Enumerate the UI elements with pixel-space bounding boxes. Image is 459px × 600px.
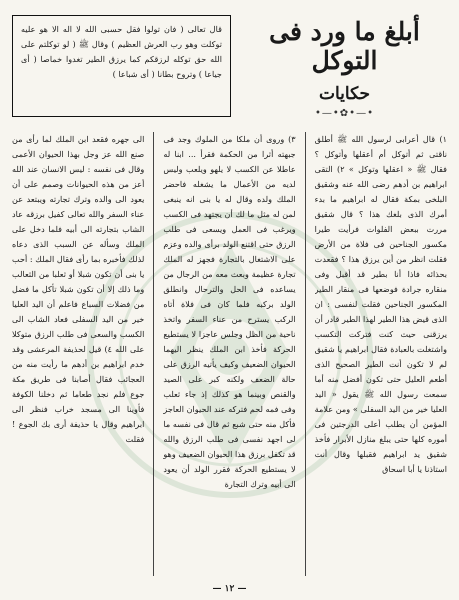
column-middle-text: ٣) وروى أن ملكا من الملوك وجد فى جبهته أثرا من الحكمة فقرأ ... ابنا له عاطلا عن الكسب لا يلهو ويلعب وليس لديه من الأعمال ما يشغله فاحضر الملك ولده وقال له يا بنى انه ينبغى لمن له مثل ما لك أن يجتهد فى الكسب ويرغب فى العمل ويسعى فى طلب الرزق حتى اقتنع الولد برأى والده وعزم على الاشتغال بالتجارة فجهز له الملك تجارة عظيمة وبعث معه من الرجال من يساعده فى الحل والترحال وانطلق الولد بركبه فلما كان فى فلاة أتاه الركب يسترح من عناء السفر واتخذ ناحية من الظل وجلس عاجزا لا يستطيع الحركة فأخذ ابن الملك ينظر اليهما الحيوان الضعيف وكيف يأتيه الرزق على حالة الضعف ولكنه كبر على الصيد والقنص وبينما هو كذلك إذ جاء ثعلب وفى فمه لحم فتركه عند الحيوان العاجز فأكل منه حتى شبع ثم قال فى نفسه ما لى اجهد نفسى فى طلب الرزق والله قد تكفل برزق هذا الحيوان الضعيف وهو لا يستطيع الحركة فقرر الولد أن يعود الى أبيه وترك التجارة (163, 134, 296, 489)
column-middle (163, 132, 295, 576)
column-left-text: الى جهره فقعد ابن الملك لما رأى من صنع الله عز وجل بهذا الحيوان الأعمى وقال فى نفسه : ليس الانسان عند الله أعز من هذه الحيوانات وصمم على أن يعود الى والده وترك تجارته ويبتعد عن عناء السفر والله تعالى كفيل برزقه عاد الشاب بتجارته الى أبيه فلما دخل على الملك وسأله عن السبب الذى دعاه لذلك فأخبره بما رأى فقال الملك : أحب يا بنى أن تكون شبلا أو ثعلبا من الثعالب وما ذلك إلا أن تكون شبلا تأكل ما فضل من فضلات السباع فاعلم أن اليد العليا خير من اليد السفلى فعاد الشاب الى الكسب والسعى فى طلب الرزق متوكلا على الله ٤) قيل لحذيفة المرعشى وقد خدم ابراهيم بن أدهم ما رأيت منه من العجائب فقال أصابنا فى طريق مكة جوع فلم نجد طعاما ثم دخلنا الكوفة فأوينا الى مسجد خراب فنظر الى ابراهيم وقال يا حذيفة أرى بك الجوع ! فقلت (12, 134, 145, 444)
page-number: — ١٢ — (212, 584, 247, 594)
column-divider (305, 132, 306, 576)
page-header (12, 10, 447, 128)
column-divider (153, 132, 154, 576)
column-left (12, 132, 144, 576)
column-right-text: ١) قال أعرابى لرسول الله ﷺ أطلق ناقتى ثم أتوكل أم أعقلها وأتوكل ؟ فقال ﷺ « اعقلها وتوكل » ٢) التقى ابراهيم بن أدهم رضى الله عنه وشقيق البلخى بمكة فقال له ابراهيم ما بدء أمرك الذى بلغك هذا ؟ قال شقيق مررت ببعض الفلوات فرأيت طيرا مكسور الجناحين فى فلاة من الأرض فقلت انظر من أين يرزق هذا ؟ فقعدت بحذائه فاذا أنا بطير قد أقبل وفى منقاره جرادة فوضعها فى منقار الطير المكسور الجناحين فقلت لنفسى : ان الذى قيض هذا الطير لهذا الطير قادر أن يرزقنى حيث كنت فتركت التكسب واشتغلت بالعبادة فقال ابراهيم يا شقيق لم لا تكون أنت الطير الصحيح الذى أطعم العليل حتى تكون أفضل منه أما سمعت رسول الله ﷺ يقول « اليد العليا خير من اليد السفلى » ومن علامة المؤمن أن يطلب أعلى الدرجتين فى أموره كلها حتى يبلغ منازل الأبرار فأخذ شقيق يد ابراهيم فقبلها وقال أنت استاذنا يا أبا اسحاق (314, 134, 447, 474)
page-title: أبلغ ما ورد فى التوكل (269, 17, 420, 75)
ornament-divider: •—•✿•—• (315, 107, 374, 119)
text-columns (12, 132, 447, 576)
column-right (315, 132, 447, 576)
title-block (242, 10, 447, 128)
boxed-quote: قال تعالى ( فان تولوا فقل حسبى الله لا اله الا هو عليه توكلت وهو رب العرش العظيم ) وقال ﷺ ( لو توكلتم على الله حق توكله لرزقكم كما يرزق الطير تغدوا خماصا ( أى جياعا ) وتروح بطانا ( أى شباعا ) (12, 15, 231, 117)
page-subtitle: حكايات (319, 83, 370, 104)
